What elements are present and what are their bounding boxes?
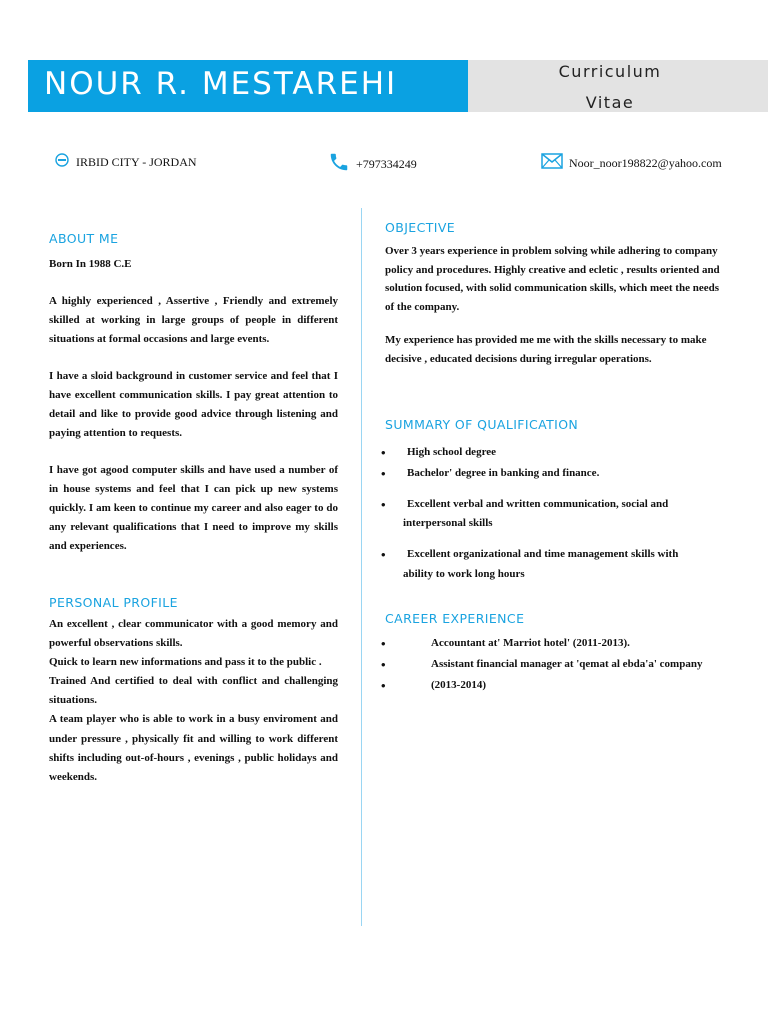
contact-email bbox=[541, 153, 722, 173]
column-divider bbox=[361, 208, 362, 926]
about-me-paragraph-1: A highly experienced , Assertive , Friendly and extremely skilled at working in large groups of people in different situations at formal occasions and large events. bbox=[49, 295, 338, 346]
bullet-icon: • bbox=[381, 445, 386, 460]
phone-text: +797334249 bbox=[356, 156, 417, 171]
list-item: • Excellent organizational and time management skills with bbox=[381, 545, 678, 565]
location-badge-icon bbox=[54, 153, 70, 171]
location-text: IRBID CITY - JORDAN bbox=[76, 154, 197, 169]
bullet-icon: • bbox=[381, 678, 386, 693]
objective-paragraph-1: Over 3 years experience in problem solving while adhering to company policy and procedures. Highly creative and ecletic , results oriented and solution focused, with solid communication skills, which meet the needs of the company. bbox=[385, 245, 720, 314]
list-item: • High school degree bbox=[381, 443, 496, 463]
bullet-icon: • bbox=[381, 497, 386, 512]
email-text[interactable]: Noor_noor198822@yahoo.com bbox=[569, 155, 722, 170]
bullet-icon: • bbox=[381, 636, 386, 651]
about-me-born: Born In 1988 C.E bbox=[49, 258, 132, 270]
about-me-paragraph-3: I have got agood computer skills and have used a number of in house systems and feel that I can pick up new systems quickly. I am keen to continue my career and also eager to do any relevant qualifications that I need to improve my skills and experiences. bbox=[49, 464, 338, 553]
contact-phone bbox=[328, 151, 417, 177]
profile-line-1: An excellent , clear communicator with a good memory and powerful observations skills. bbox=[49, 618, 338, 650]
about-me-heading: ABOUT ME bbox=[49, 231, 119, 246]
list-item-continuation: interpersonal skills bbox=[403, 517, 493, 529]
about-me-paragraph-2: I have a sloid background in customer service and feel that I have excellent communication skills. I pay great attention to detail and like to provide good advice through listening and paying attention to requests. bbox=[49, 370, 338, 440]
contact-location bbox=[54, 153, 197, 171]
list-item-continuation: ability to work long hours bbox=[403, 568, 525, 580]
qualification-heading: SUMMARY OF QUALIFICATION bbox=[385, 417, 579, 432]
cv-title-line2: Vitae bbox=[585, 93, 635, 112]
profile-line-4: A team player who is able to work in a busy enviroment and under pressure , physically fit and willing to work different shifts including out-of-hours , evenings , public holidays and weekends. bbox=[49, 713, 338, 783]
career-heading: CAREER EXPERIENCE bbox=[385, 611, 525, 626]
list-item: • Accountant at' Marriot hotel' (2011-2013). bbox=[381, 634, 630, 654]
profile-line-3: Trained And certified to deal with conflict and challenging situations. bbox=[49, 675, 338, 707]
candidate-name: NOUR R. MESTAREHI bbox=[44, 66, 398, 102]
profile-line-2: Quick to learn new informations and pass it to the public . bbox=[49, 656, 322, 669]
cv-title bbox=[468, 56, 768, 118]
list-item: • Excellent verbal and written communication, social and bbox=[381, 495, 668, 515]
list-item: • Bachelor' degree in banking and finance. bbox=[381, 464, 599, 484]
bullet-icon: • bbox=[381, 547, 386, 562]
personal-profile-heading: PERSONAL PROFILE bbox=[49, 595, 178, 610]
list-item: • (2013-2014) bbox=[381, 676, 486, 696]
bullet-icon: • bbox=[381, 466, 386, 481]
phone-icon bbox=[328, 151, 350, 177]
list-item: • Assistant financial manager at 'qemat al ebda'a' company bbox=[381, 655, 702, 675]
objective-paragraph-2: My experience has provided me me with the skills necessary to make decisive , educated decisions during irregular operations. bbox=[385, 334, 707, 365]
cv-title-line1: Curriculum bbox=[558, 62, 662, 81]
envelope-icon bbox=[541, 153, 563, 173]
objective-heading: OBJECTIVE bbox=[385, 220, 456, 235]
bullet-icon: • bbox=[381, 657, 386, 672]
personal-profile-body bbox=[49, 615, 338, 787]
